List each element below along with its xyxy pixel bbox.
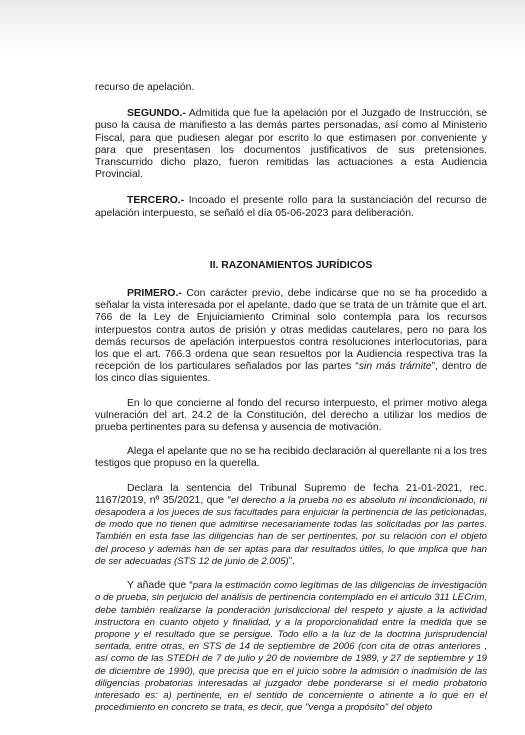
text-segundo: Admitida que fue la apelación por el Juzgado de Instrucción, se puso la causa de manifiesto a las demás partes personadas, así como al Ministerio Fiscal, para que pudiesen alegar por escrito lo que estimasen por conveniente y para que presentasen los documentos justificativos de sus pretensiones. Transcurrido dicho plazo, fueron remitidas las actuaciones a esta Audiencia Provincial. bbox=[95, 108, 487, 181]
label-segundo: SEGUNDO.- bbox=[127, 108, 186, 120]
label-tercero: TERCERO.- bbox=[127, 195, 185, 207]
quote-declara: el derecho a la prueba no es absoluto ni incondicionado, ni desapodera a los jueces de sus facultades para enjuiciar la pertinencia de las peticionadas, de modo que no tienen que admitirse necesariamente todas las solicitadas por las partes. También en esta fase las diligencias han de ser pertinentes, por su relación con el objeto del proceso y además han de ser aptas para dar resultados útiles, lo que implica que han de ser adecuadas (STS 12 de junio de 2.005) bbox=[95, 494, 487, 567]
text-primero: Con carácter previo, debe indicarse que no se ha procedido a señalar la vista interesada por el apelante, dado que se trata de un trámite que el art. 766 de la Ley de Enjuiciamiento Criminal solo contempla para los recursos interpuestos contra autos de prisión y otras medidas cautelares, pero no para los demás recursos de apelación interpuestos contra resoluciones interlocutorias, para los que el art. 766.3 ordena que sean resueltos por la Audiencia respectiva tras la recepción de los particulares señalados por las partes “ bbox=[95, 288, 487, 373]
text: recurso de apelación. bbox=[95, 82, 195, 93]
text-tercero: Incoado el presente rollo para la sustanciación del recurso de apelación interpuesto, se señaló el día 05-06-2023 para deliberación. bbox=[95, 195, 487, 219]
paragraph-tercero bbox=[95, 195, 487, 219]
paragraph-alega: Alega el apelante que no se ha recibido declaración al querellante ni a los tres testigos que propuso en la querella. bbox=[95, 446, 487, 470]
paragraph-primero bbox=[95, 288, 487, 386]
quote-anade: para la estimación como legítimas de las diligencias de investigación o de prueba, sin perjuicio del análisis de pertinencia contemplado en el artículo 311 LECrim, debe también realizarse la ponderación jurisdiccional del respeto y ajuste a la actividad instructora en cuanto objeto y finalidad, y a la proporcionalidad entre la medida que se propone y el resultado que se persigue. Todo ello a la luz de la doctrina jurisprudencial sentada, entre otras, en STS de 14 de septiembre de 2006 (con cita de otras anteriores , así como de las STEDH de 7 de julio y 20 de noviembre de 1989, y 27 de septiembre y 19 de diciembre de 1990), que precisa que en el juicio sobre la admisión o inadmisión de las diligencias probatorias interesadas al juzgador debe ponderarse si el medio probatorio interesado es: a) pertinente, en el sentido de concerniente o atinente a lo que en el procedimiento en concreto se trata, es decir, que "venga a propósito" del objeto bbox=[95, 580, 487, 714]
paragraph-segundo bbox=[95, 108, 487, 181]
top-shadow-band bbox=[0, 0, 525, 58]
text-primero-tail: ”, dentro de los cinco días siguientes. bbox=[95, 361, 487, 385]
text-anade-intro: Y añade que “ bbox=[127, 580, 193, 592]
paragraph-declara bbox=[95, 483, 487, 568]
section-heading: II. RAZONAMIENTOS JURÍDICOS bbox=[209, 259, 373, 271]
italic-sin-mas-tramite: sin más trámite bbox=[358, 361, 432, 373]
paragraph-anade bbox=[95, 580, 487, 714]
text-declara-intro: Declara la sentencia del Tribunal Supremo de fecha 21-01-2021, rec. 1167/2019, nº 35/2021, que “ bbox=[95, 482, 487, 506]
paragraph-fondo: En lo que concierne al fondo del recurso interpuesto, el primer motivo alega vulneración del art. 24.2 de la Constitución, del derecho a utilizar los medios de prueba pertinentes para su defensa y ausencia de motivación. bbox=[95, 397, 487, 434]
document-page bbox=[95, 82, 487, 714]
text-declara-tail: ”. bbox=[288, 555, 295, 567]
label-primero: PRIMERO.- bbox=[127, 288, 182, 300]
paragraph-appeal-end bbox=[95, 82, 487, 94]
